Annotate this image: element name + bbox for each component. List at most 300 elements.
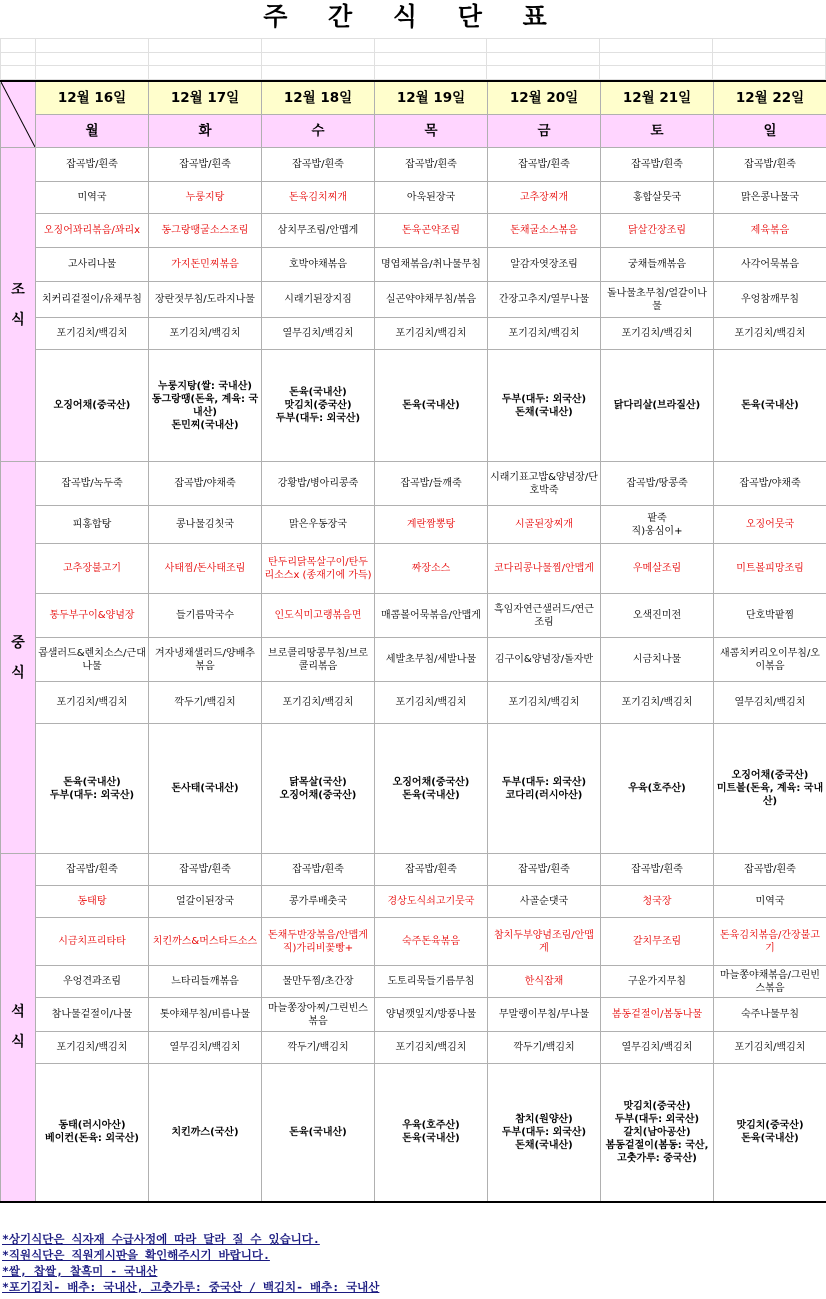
menu-cell: [375, 182, 488, 214]
cell-line: 새콤치커리오이무침/오이볶음: [720, 647, 820, 672]
cell-line: 포기김치/백김치: [734, 1042, 806, 1053]
menu-cell: [36, 506, 149, 544]
cell-line: 숙주나물무침: [741, 1009, 799, 1020]
cell-line: 포기김치/백김치: [395, 328, 467, 339]
cell-line: 우엉견과조림: [63, 976, 121, 987]
menu-cell: [36, 638, 149, 682]
cell-line: 느타리들깨볶음: [171, 976, 239, 987]
menu-cell: [375, 1032, 488, 1064]
cell-line: 돈채(국내산): [515, 1139, 573, 1151]
cell-line: 열무김치/백김치: [621, 1042, 693, 1053]
cell-line: 봄동겉절이/봄동나물: [611, 1009, 703, 1020]
header-spacer-grid: [0, 38, 826, 80]
lunch-row: [1, 462, 826, 506]
menu-cell: [149, 638, 262, 682]
cell-line: 돈육곤약조림: [402, 225, 460, 236]
cell-line: 한식잡채: [524, 976, 564, 987]
menu-cell: [149, 918, 262, 966]
menu-cell: [36, 918, 149, 966]
cell-line: 잡곡밥/흰죽: [631, 159, 683, 170]
cell-line: 시래기표고밥&양념장/단호박죽: [490, 471, 598, 496]
menu-cell: [36, 282, 149, 318]
cell-line: 포기김치/백김치: [508, 328, 580, 339]
lunch-row: [1, 724, 826, 854]
breakfast-row: [1, 282, 826, 318]
meal-label-char: 중: [11, 634, 25, 651]
cell-line: 콥샐러드&렌치소스/근대나물: [38, 647, 146, 672]
cell-line: 잡곡밥/흰죽: [518, 159, 570, 170]
menu-cell: [601, 966, 714, 998]
menu-cell: [375, 594, 488, 638]
cell-line: 두부(대두: 외국산): [614, 1113, 700, 1125]
date-cell: 12월 22일: [714, 81, 826, 115]
menu-cell: [149, 966, 262, 998]
menu-cell: [488, 682, 601, 724]
menu-cell: [262, 998, 375, 1032]
cell-line: 잡곡밥/야채죽: [739, 478, 801, 489]
menu-cell: [714, 248, 826, 282]
cell-line: 간장고추지/열무나물: [498, 294, 590, 305]
cell-line: 잡곡밥/녹두죽: [61, 478, 123, 489]
cell-line: 두부(대두: 외국산): [501, 393, 587, 405]
menu-cell: [714, 1032, 826, 1064]
cell-line: 치킨까스(국산): [171, 1126, 239, 1138]
cell-line: 돈채굴소스볶음: [510, 225, 578, 236]
origin-cell: [488, 1064, 601, 1202]
cell-line: 잡곡밥/야채죽: [174, 478, 236, 489]
menu-cell: [601, 318, 714, 350]
cell-line: 깍두기/백김치: [287, 1042, 349, 1053]
menu-cell: [36, 1032, 149, 1064]
menu-cell: [149, 248, 262, 282]
date-cell: 12월 19일: [375, 81, 488, 115]
menu-cell: [149, 318, 262, 350]
cell-line: 동그랑땡(돈육, 계육: 국내산): [151, 393, 259, 418]
menu-cell: [149, 544, 262, 594]
cell-line: 김구이&양념장/돌자반: [494, 654, 594, 665]
cell-line: 알감자엿장조림: [510, 259, 578, 270]
cell-line: 통두부구이&양념장: [49, 610, 135, 621]
menu-cell: [262, 248, 375, 282]
menu-cell: [714, 638, 826, 682]
date-cell: 12월 20일: [488, 81, 601, 115]
menu-cell: [375, 318, 488, 350]
menu-cell: [149, 854, 262, 886]
menu-cell: [714, 544, 826, 594]
origin-cell: [262, 724, 375, 854]
cell-line: 고추장찌개: [519, 192, 569, 203]
menu-cell: [375, 638, 488, 682]
menu-cell: [375, 462, 488, 506]
cell-line: 고추장불고기: [63, 563, 121, 574]
menu-cell: [488, 506, 601, 544]
cell-line: 콩가루배춧국: [289, 896, 347, 907]
menu-cell: [714, 854, 826, 886]
menu-cell: [36, 886, 149, 918]
cell-line: 돈사태(국내산): [171, 783, 239, 794]
cell-line: 콩나물김칫국: [176, 519, 234, 530]
menu-cell: [375, 506, 488, 544]
menu-cell: [601, 638, 714, 682]
cell-line: 맑은우동장국: [289, 519, 347, 530]
meal-label-char: 식: [11, 311, 25, 328]
menu-cell: [488, 182, 601, 214]
menu-cell: [375, 214, 488, 248]
menu-cell: [149, 462, 262, 506]
day-cell: 금: [488, 115, 601, 148]
diagonal-divider-icon: [1, 82, 35, 147]
cell-line: 갈치(남아공산): [623, 1126, 691, 1138]
cell-line: 도토리묵들기름무침: [387, 976, 475, 987]
cell-line: 참나물겉절이/나물: [51, 1009, 133, 1020]
origin-cell: [488, 350, 601, 462]
cell-line: 오징어꽈리볶음/꽈리x: [43, 225, 141, 236]
menu-cell: [149, 594, 262, 638]
breakfast-row: [1, 182, 826, 214]
cell-line: 돈육(국내산): [402, 1133, 460, 1145]
notes-section: [2, 1231, 822, 1295]
cell-line: 동태탕: [77, 896, 107, 907]
cell-line: 잡곡밥/땅콩죽: [626, 478, 688, 489]
cell-line: 돈육(국내산): [402, 400, 460, 411]
menu-cell: [262, 854, 375, 886]
date-cell: 12월 16일: [36, 81, 149, 115]
cell-line: 잡곡밥/흰죽: [179, 864, 231, 875]
cell-line: 열무김치/백김치: [734, 697, 806, 708]
cell-line: 오징어채(중국산): [53, 400, 131, 411]
menu-cell: [601, 248, 714, 282]
menu-cell: [262, 282, 375, 318]
menu-cell: [262, 544, 375, 594]
cell-line: 들기름막국수: [176, 610, 234, 621]
cell-line: 실곤약야채무침/볶음: [385, 294, 477, 305]
day-cell: 토: [601, 115, 714, 148]
cell-line: 돈육김치찌개: [289, 192, 347, 203]
breakfast-row: [1, 148, 826, 182]
menu-cell: [714, 886, 826, 918]
cell-line: 돈채두반장볶음/안맵게: [268, 929, 368, 941]
menu-cell: [488, 966, 601, 998]
dinner-row: [1, 966, 826, 998]
menu-cell: [601, 182, 714, 214]
menu-cell: [601, 854, 714, 886]
cell-line: 오색진미전: [632, 610, 682, 621]
menu-cell: [262, 918, 375, 966]
cell-line: 돈채(국내산): [515, 406, 573, 418]
cell-line: 우엉참깨무침: [741, 294, 799, 305]
menu-cell: [488, 998, 601, 1032]
cell-line: 브로콜리땅콩무침/브로콜리볶음: [268, 647, 368, 672]
cell-line: 돈민찌(국내산): [171, 419, 239, 431]
cell-line: 세발초무침/세발나물: [385, 654, 477, 665]
breakfast-label: [1, 148, 36, 462]
menu-cell: [601, 462, 714, 506]
menu-cell: [375, 998, 488, 1032]
origin-cell: [714, 724, 826, 854]
cell-line: 사골순댓국: [519, 896, 569, 907]
cell-line: 물만두찜/초간장: [282, 976, 354, 987]
menu-cell: [601, 998, 714, 1032]
menu-cell: [375, 148, 488, 182]
meal-label-char: 식: [11, 664, 25, 681]
cell-line: 흑임자연근샐러드/연근조림: [494, 603, 594, 628]
menu-cell: [714, 318, 826, 350]
menu-cell: [488, 318, 601, 350]
cell-line: 돈육(국내산): [741, 1133, 799, 1145]
note-line: *직원식단은 직원게시판을 확인해주시기 바랍니다.: [2, 1248, 270, 1262]
origin-cell: [36, 1064, 149, 1202]
cell-line: 돈육김치볶음/간장불고기: [720, 929, 820, 954]
lunch-row: [1, 506, 826, 544]
cell-line: 직)옹심이+: [631, 525, 683, 537]
menu-cell: [714, 462, 826, 506]
lunch-row: [1, 638, 826, 682]
origin-cell: [375, 350, 488, 462]
cell-line: 홍합살뭇국: [632, 192, 682, 203]
menu-cell: [488, 462, 601, 506]
cell-line: 치킨까스&머스타드소스: [152, 936, 258, 947]
cell-line: 직)가리비꽃빵+: [282, 942, 354, 954]
menu-cell: [36, 594, 149, 638]
origin-cell: [375, 724, 488, 854]
menu-cell: [149, 182, 262, 214]
menu-cell: [488, 1032, 601, 1064]
menu-cell: [601, 918, 714, 966]
cell-line: 포기김치/백김치: [508, 697, 580, 708]
cell-line: 참치두부양념조림/안맵게: [494, 929, 594, 954]
menu-cell: [714, 594, 826, 638]
cell-line: 두부(대두: 외국산): [501, 1126, 587, 1138]
cell-line: 치커리겉절이/유채무침: [42, 294, 142, 305]
cell-line: 인도식미고랭볶음면: [274, 610, 362, 621]
cell-line: 포기김치/백김치: [395, 1042, 467, 1053]
menu-cell: [36, 966, 149, 998]
dinner-row: [1, 918, 826, 966]
note-line: *포기김치- 배추: 국내산, 고춧가루: 중국산 / 백김치- 배추: 국내산: [2, 1280, 380, 1294]
cell-line: 두부(대두: 외국산): [49, 789, 135, 801]
menu-cell: [488, 148, 601, 182]
menu-cell: [36, 182, 149, 214]
lunch-row: [1, 544, 826, 594]
menu-cell: [601, 1032, 714, 1064]
cell-line: 마늘쫑장아찌/그린빈스볶음: [268, 1002, 368, 1027]
cell-line: 맛김치(중국산): [623, 1100, 691, 1112]
origin-cell: [601, 1064, 714, 1202]
cell-line: 잡곡밥/흰죽: [179, 159, 231, 170]
cell-line: 맑은콩나물국: [741, 192, 799, 203]
menu-cell: [149, 886, 262, 918]
cell-line: 마늘쫑야채볶음/그린빈스볶음: [720, 969, 820, 994]
lunch-row: [1, 594, 826, 638]
cell-line: 가지돈민찌볶음: [171, 259, 239, 270]
menu-cell: [149, 282, 262, 318]
menu-cell: [36, 148, 149, 182]
menu-cell: [149, 998, 262, 1032]
cell-line: 두부(대두: 외국산): [275, 413, 361, 424]
cell-line: 궁채들깨볶음: [628, 259, 686, 270]
cell-line: 미트볼(돈육, 계육: 국내산): [716, 783, 824, 807]
cell-line: 무말랭이무침/무나물: [498, 1009, 590, 1020]
cell-line: 탄두리닭목살구이/탄두리소스x (종재기에 가득): [264, 556, 372, 581]
cell-line: 잡곡밥/흰죽: [744, 159, 796, 170]
dinner-row: [1, 1064, 826, 1202]
cell-line: 동그랑땡굴소스조림: [161, 225, 249, 236]
cell-line: 청국장: [642, 896, 672, 907]
menu-cell: [601, 214, 714, 248]
menu-cell: [488, 918, 601, 966]
cell-line: 피홍합탕: [72, 519, 112, 530]
dinner-label: [1, 854, 36, 1202]
cell-line: 사태찜/돈사태조림: [164, 563, 246, 574]
menu-cell: [601, 506, 714, 544]
day-cell: 일: [714, 115, 826, 148]
day-cell: 월: [36, 115, 149, 148]
breakfast-row: [1, 350, 826, 462]
day-row: [1, 115, 826, 148]
cell-line: 닭살간장조림: [628, 225, 686, 236]
cell-line: 참치(원양산): [515, 1113, 573, 1125]
menu-cell: [36, 248, 149, 282]
menu-cell: [601, 544, 714, 594]
cell-line: 돌나물초무침/얼갈이나물: [607, 287, 707, 312]
cell-line: 시금치나물: [632, 654, 682, 665]
menu-cell: [601, 886, 714, 918]
cell-line: 포기김치/백김치: [169, 328, 241, 339]
cell-line: 닭목살(국산): [289, 776, 347, 788]
cell-line: 장란젓무침/도라지나물: [155, 294, 255, 305]
cell-line: 포기김치/백김치: [734, 328, 806, 339]
menu-cell: [714, 506, 826, 544]
dinner-row: [1, 886, 826, 918]
origin-cell: [149, 350, 262, 462]
cell-line: 봄동겉절이(봄동: 국산, 고춧가루: 중국산): [605, 1139, 709, 1164]
cell-line: 맛김치(중국산): [736, 1120, 804, 1132]
cell-line: 잡곡밥/흰죽: [405, 864, 457, 875]
date-cell: 12월 21일: [601, 81, 714, 115]
origin-cell: [714, 350, 826, 462]
cell-line: 잡곡밥/흰죽: [292, 864, 344, 875]
cell-line: 우육(호주산): [402, 1120, 460, 1132]
cell-line: 오징어채(중국산): [279, 789, 357, 801]
breakfast-row: [1, 214, 826, 248]
menu-cell: [375, 918, 488, 966]
day-cell: 목: [375, 115, 488, 148]
cell-line: 포기김치/백김치: [395, 697, 467, 708]
menu-cell: [262, 148, 375, 182]
origin-cell: [601, 724, 714, 854]
cell-line: 오징어뭇국: [745, 519, 795, 530]
cell-line: 동태(러시아산): [58, 1120, 126, 1132]
cell-line: 잡곡밥/흰죽: [66, 159, 118, 170]
meal-label-char: 석: [11, 1004, 25, 1021]
lunch-label: [1, 462, 36, 854]
cell-line: 단호박팥찜: [745, 610, 795, 621]
date-row: [1, 81, 826, 115]
origin-cell: [262, 350, 375, 462]
cell-line: 시골된장찌개: [515, 519, 573, 530]
cell-line: 오징어채(중국산): [731, 770, 809, 781]
cell-line: 코다리콩나물찜/안맵게: [494, 563, 594, 574]
corner-cell: [1, 81, 36, 148]
cell-line: 코다리(러시아산): [505, 789, 583, 801]
menu-cell: [262, 594, 375, 638]
meal-label-char: 식: [11, 1034, 25, 1051]
menu-cell: [488, 544, 601, 594]
menu-cell: [714, 966, 826, 998]
menu-cell: [714, 182, 826, 214]
cell-line: 우육(호주산): [628, 783, 686, 794]
menu-cell: [375, 966, 488, 998]
menu-cell: [149, 506, 262, 544]
menu-cell: [375, 248, 488, 282]
meal-label-char: 조: [11, 281, 25, 298]
cell-line: 잡곡밥/흰죽: [292, 159, 344, 170]
cell-line: 포기김치/백김치: [282, 697, 354, 708]
cell-line: 구운가지무침: [628, 976, 686, 987]
cell-line: 호박야채볶음: [289, 259, 347, 270]
menu-cell: [262, 966, 375, 998]
cell-line: 겨자냉채샐러드/양배추볶음: [155, 647, 255, 672]
cell-line: 잡곡밥/흰죽: [518, 864, 570, 875]
cell-line: 돈육(국내산): [289, 1126, 347, 1138]
menu-cell: [36, 682, 149, 724]
cell-line: 미트볼피망조림: [736, 563, 804, 574]
cell-line: 누룽지탕(쌀: 국내산): [158, 380, 252, 392]
cell-line: 매콤볼어묵볶음/안맵게: [381, 610, 481, 621]
cell-line: 열무김치/백김치: [282, 328, 354, 339]
cell-line: 깍두기/백김치: [513, 1042, 575, 1053]
weekly-menu-table: [0, 80, 826, 1203]
menu-cell: [488, 282, 601, 318]
menu-cell: [714, 682, 826, 724]
cell-line: 잡곡밥/흰죽: [744, 864, 796, 875]
menu-cell: [36, 998, 149, 1032]
lunch-row: [1, 682, 826, 724]
cell-line: 잡곡밥/흰죽: [631, 864, 683, 875]
origin-cell: [601, 350, 714, 462]
date-cell: 12월 17일: [149, 81, 262, 115]
menu-cell: [488, 886, 601, 918]
cell-line: 잡곡밥/흰죽: [66, 864, 118, 875]
cell-line: 맛김치(중국산): [284, 400, 352, 411]
cell-line: 숙주돈육볶음: [402, 936, 460, 947]
cell-line: 미역국: [755, 896, 785, 907]
menu-cell: [262, 318, 375, 350]
cell-line: 포기김치/백김치: [56, 1042, 128, 1053]
menu-cell: [149, 682, 262, 724]
cell-line: 깍두기/백김치: [174, 697, 236, 708]
cell-line: 삼치무조림/안맵게: [277, 225, 359, 236]
cell-line: 돈육(국내산): [63, 776, 121, 788]
menu-cell: [36, 318, 149, 350]
origin-cell: [488, 724, 601, 854]
menu-cell: [262, 1032, 375, 1064]
menu-cell: [488, 248, 601, 282]
page-title: 주 간 식 단 표: [263, 2, 563, 31]
cell-line: 톳야채무침/비름나물: [159, 1009, 251, 1020]
origin-cell: [149, 724, 262, 854]
menu-cell: [714, 148, 826, 182]
menu-cell: [262, 886, 375, 918]
cell-line: 양념깻잎지/방풍나물: [385, 1009, 477, 1020]
menu-cell: [601, 282, 714, 318]
menu-cell: [488, 594, 601, 638]
cell-line: 명엽채볶음/취나물무침: [381, 259, 481, 270]
date-cell: 12월 18일: [262, 81, 375, 115]
menu-cell: [601, 148, 714, 182]
day-cell: 수: [262, 115, 375, 148]
menu-cell: [714, 214, 826, 248]
